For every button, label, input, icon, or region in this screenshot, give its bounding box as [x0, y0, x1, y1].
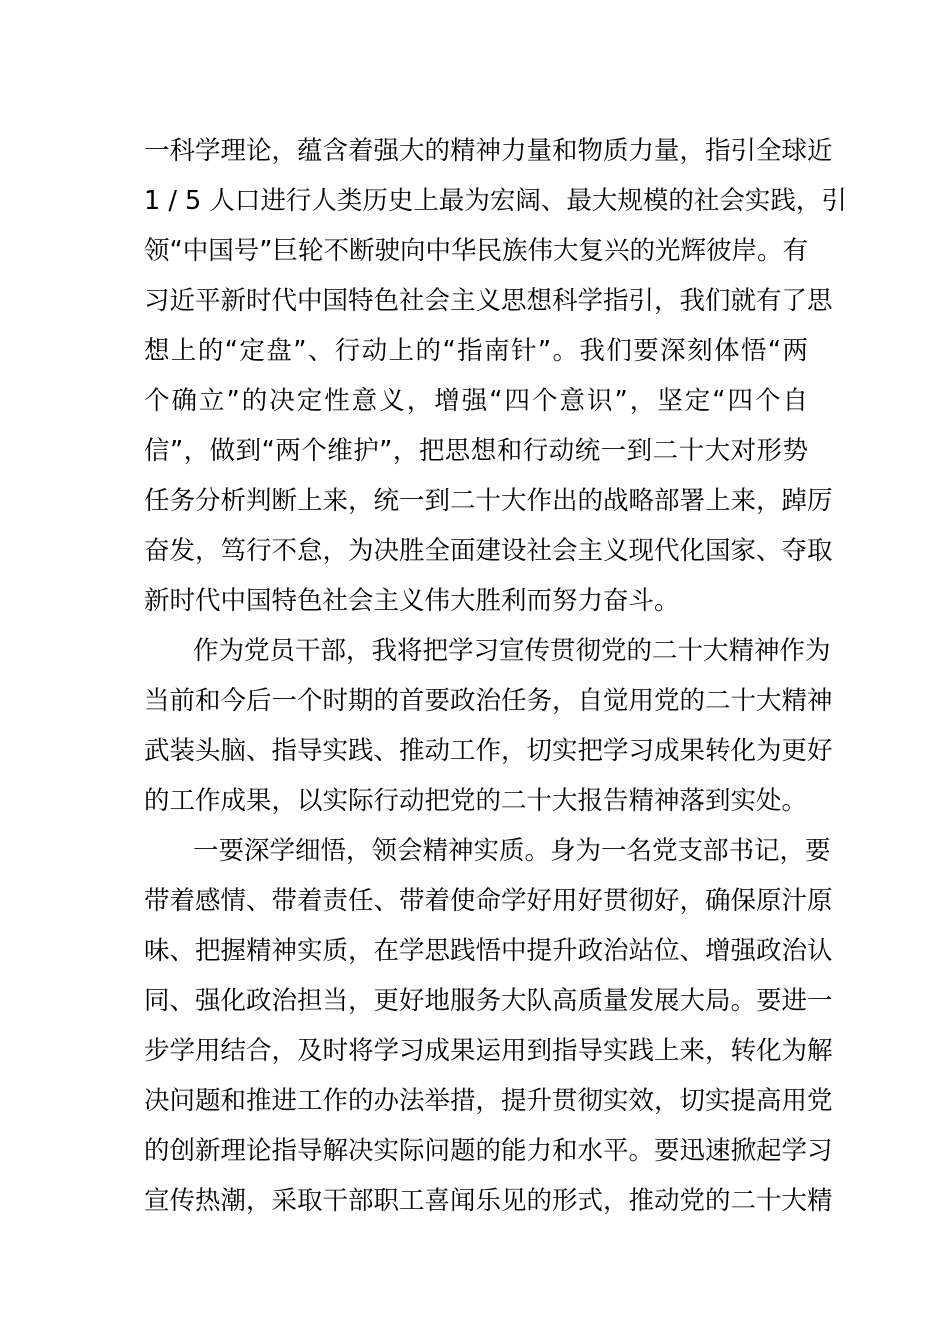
text-line: 新时代中国特色社会主义伟大胜利而努力奋斗。	[144, 586, 680, 616]
paragraph-first-line: 一要深学细悟，领会精神实质。身为一名党支部书记，要	[193, 836, 831, 866]
text-line: 决问题和推进工作的办法举措，提升贯彻实效，切实提高用党	[144, 1086, 833, 1116]
text-line: 信”，做到“两个维护”，把思想和行动统一到二十大对形势	[144, 436, 808, 466]
text-line: 领“中国号”巨轮不断驶向中华民族伟大复兴的光辉彼岸。有	[144, 236, 808, 266]
text-line: 的创新理论指导解决实际问题的能力和水平。要迅速掀起学习	[144, 1136, 833, 1166]
text-line: 想上的“定盘”、行动上的“指南针”。我们要深刻体悟“两	[144, 336, 808, 366]
text-line: 任务分析判断上来，统一到二十大作出的战略部署上来，踔厉	[144, 486, 833, 516]
text-line: 带着感情、带着责任、带着使命学好用好贯彻好，确保原汁原	[144, 886, 833, 916]
text-line: 当前和今后一个时期的首要政治任务，自觉用党的二十大精神	[144, 686, 833, 716]
paragraph-first-line: 作为党员干部，我将把学习宣传贯彻党的二十大精神作为	[193, 636, 831, 666]
text-line: 1 / 5 人口进行人类历史上最为宏阔、最大规模的社会实践，引	[144, 186, 847, 216]
text-line: 的工作成果，以实际行动把党的二十大报告精神落到实处。	[144, 786, 808, 816]
text-line: 一科学理论，蕴含着强大的精神力量和物质力量，指引全球近	[144, 136, 833, 166]
text-line: 步学用结合，及时将学习成果运用到指导实践上来，转化为解	[144, 1036, 833, 1066]
text-line: 味、把握精神实质，在学思践悟中提升政治站位、增强政治认	[144, 936, 833, 966]
text-line: 奋发，笃行不怠，为决胜全面建设社会主义现代化国家、夺取	[144, 536, 833, 566]
text-line: 习近平新时代中国特色社会主义思想科学指引，我们就有了思	[144, 286, 833, 316]
text-line: 个确立”的决定性意义，增强“四个意识”，坚定“四个自	[144, 386, 808, 416]
text-line: 武装头脑、指导实践、推动工作，切实把学习成果转化为更好	[144, 736, 833, 766]
text-line: 同、强化政治担当，更好地服务大队高质量发展大局。要进一	[144, 986, 833, 1016]
text-line: 宣传热潮，采取干部职工喜闻乐见的形式，推动党的二十大精	[144, 1186, 833, 1216]
